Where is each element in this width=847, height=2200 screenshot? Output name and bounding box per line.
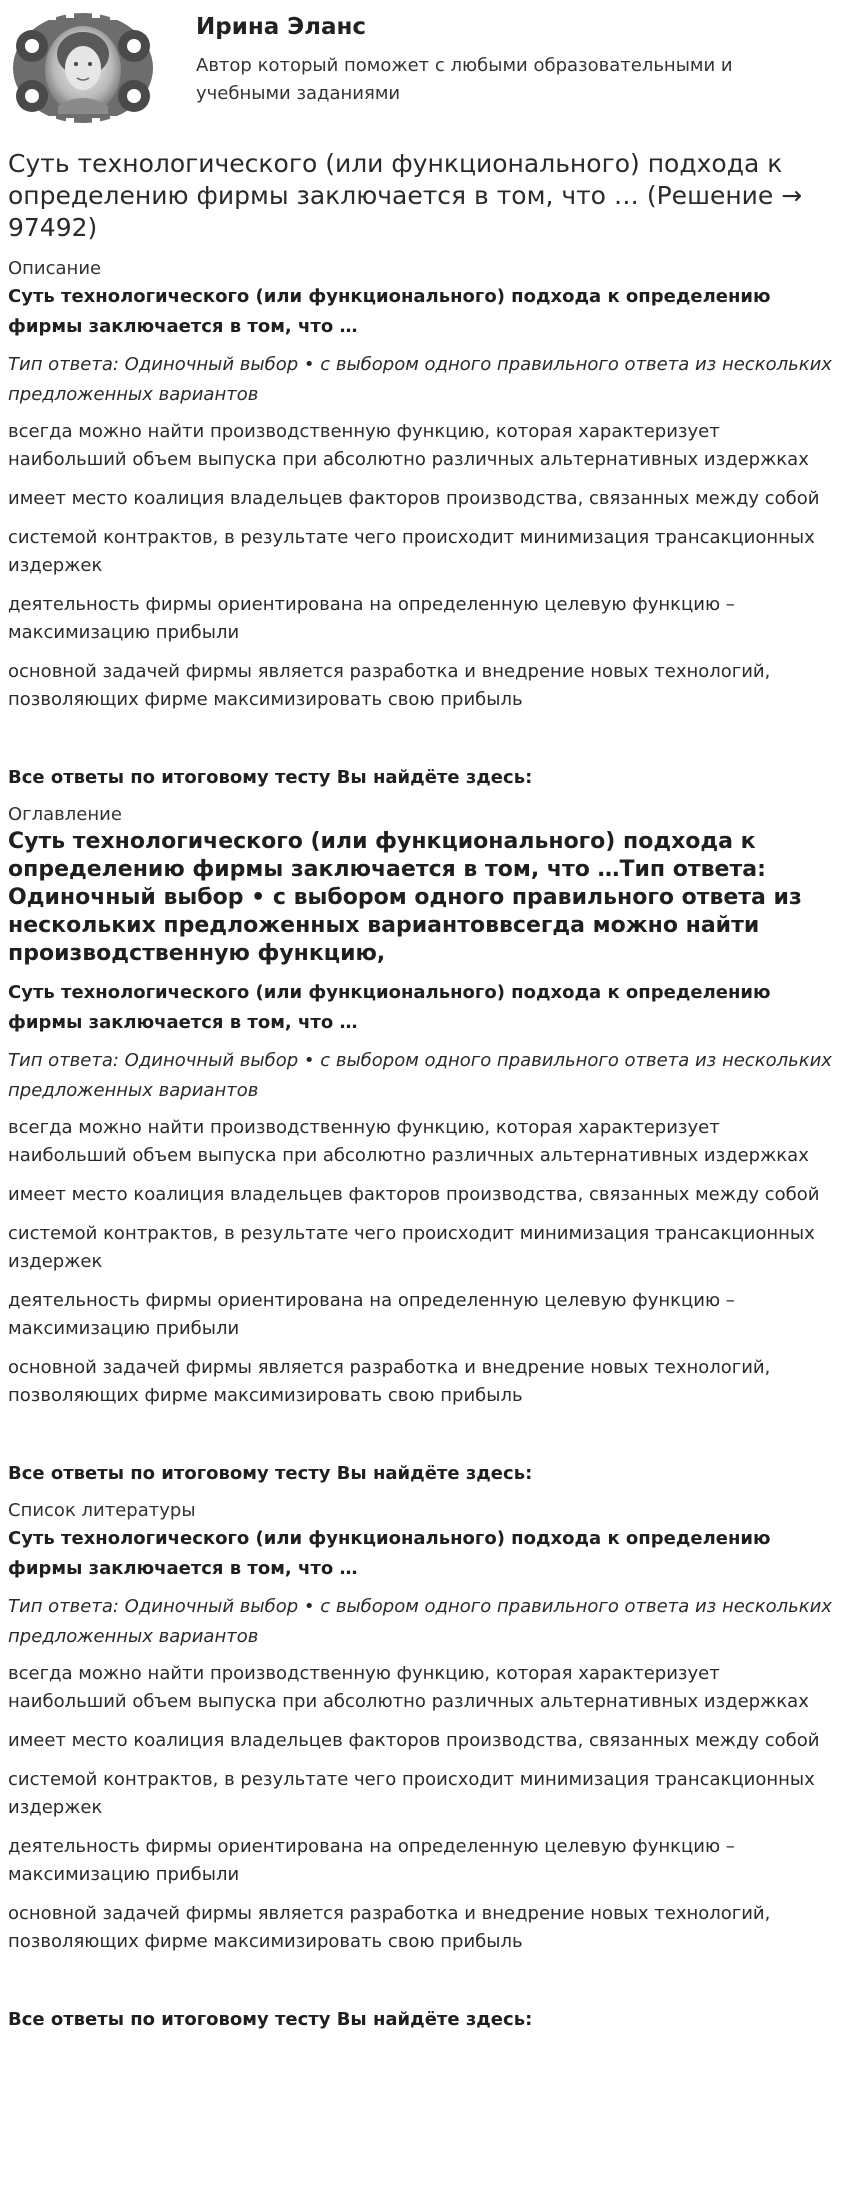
answer-option: системой контрактов, в результате чего происходит минимизация трансакционных издержек	[8, 1769, 815, 1818]
answer-option: всегда можно найти производственную функцию, которая характеризует наибольший объем выпуска при абсолютно различных альтернативных издержках	[8, 421, 809, 470]
answer-option: всегда можно найти производственную функцию, которая характеризует наибольший объем выпуска при абсолютно различных альтернативных издержках	[8, 1117, 809, 1166]
author-info	[196, 6, 816, 108]
question-type: Тип ответа: Одиночный выбор • с выбором одного правильного ответа из нескольких предложенных вариантов	[8, 1050, 832, 1101]
answers-link[interactable]: Все ответы по итоговому тесту Вы найдёте здесь:	[8, 2009, 533, 2030]
answer-option: основной задачей фирмы является разработка и внедрение новых технологий, позволяющих фирме максимизировать свою прибыль	[8, 1357, 771, 1406]
author-block	[8, 0, 839, 130]
avatar	[8, 6, 158, 130]
question-type: Тип ответа: Одиночный выбор • с выбором одного правильного ответа из нескольких предложенных вариантов	[8, 1596, 832, 1647]
bibliography-section	[8, 1498, 839, 2034]
author-name: Ирина Эланс	[196, 14, 367, 40]
answer-option: системой контрактов, в результате чего происходит минимизация трансакционных издержек	[8, 1223, 815, 1272]
answer-option: деятельность фирмы ориентирована на определенную целевую функцию – максимизацию прибыли	[8, 1290, 735, 1339]
answer-option: основной задачей фирмы является разработка и внедрение новых технологий, позволяющих фирме максимизировать свою прибыль	[8, 661, 771, 710]
section-label-description: Описание	[8, 258, 102, 279]
section-label-bibliography: Список литературы	[8, 1500, 196, 1521]
toc-section	[8, 802, 839, 1488]
description-section	[8, 256, 839, 792]
question-text: Суть технологического (или функционального) подхода к определению фирмы заключается в том, что …	[8, 1528, 771, 1579]
question-text: Суть технологического (или функционального) подхода к определению фирмы заключается в том, что …	[8, 982, 771, 1033]
answer-option: деятельность фирмы ориентирована на определенную целевую функцию – максимизацию прибыли	[8, 594, 735, 643]
question-type: Тип ответа: Одиночный выбор • с выбором одного правильного ответа из нескольких предложенных вариантов	[8, 354, 832, 405]
answers-link[interactable]: Все ответы по итоговому тесту Вы найдёте здесь:	[8, 1463, 533, 1484]
answer-option: имеет место коалиция владельцев факторов производства, связанных между собой	[8, 488, 820, 509]
toc-heading: Суть технологического (или функционального) подхода к определению фирмы заключается в том, что …Тип ответа: Одиночный выбор • с выбором одного правильного ответа из нескольких предложенных вариантоввсегда можно найти производственную функцию,	[8, 829, 802, 966]
question-text: Суть технологического (или функционального) подхода к определению фирмы заключается в том, что …	[8, 286, 771, 337]
answer-option: системой контрактов, в результате чего происходит минимизация трансакционных издержек	[8, 527, 815, 576]
film-frame-avatar-icon	[8, 6, 158, 130]
page-title: Суть технологического (или функционального) подхода к определению фирмы заключается в том, что … (Решение → 97492)	[8, 149, 803, 242]
answer-option: имеет место коалиция владельцев факторов производства, связанных между собой	[8, 1730, 820, 1751]
answers-link[interactable]: Все ответы по итоговому тесту Вы найдёте здесь:	[8, 767, 533, 788]
answer-option: деятельность фирмы ориентирована на определенную целевую функцию – максимизацию прибыли	[8, 1836, 735, 1885]
answer-option: всегда можно найти производственную функцию, которая характеризует наибольший объем выпуска при абсолютно различных альтернативных издержках	[8, 1663, 809, 1712]
section-label-toc: Оглавление	[8, 804, 122, 825]
answer-option: основной задачей фирмы является разработка и внедрение новых технологий, позволяющих фирме максимизировать свою прибыль	[8, 1903, 771, 1952]
author-description: Автор который поможет с любыми образовательными и учебными заданиями	[196, 55, 733, 104]
answer-option: имеет место коалиция владельцев факторов производства, связанных между собой	[8, 1184, 820, 1205]
